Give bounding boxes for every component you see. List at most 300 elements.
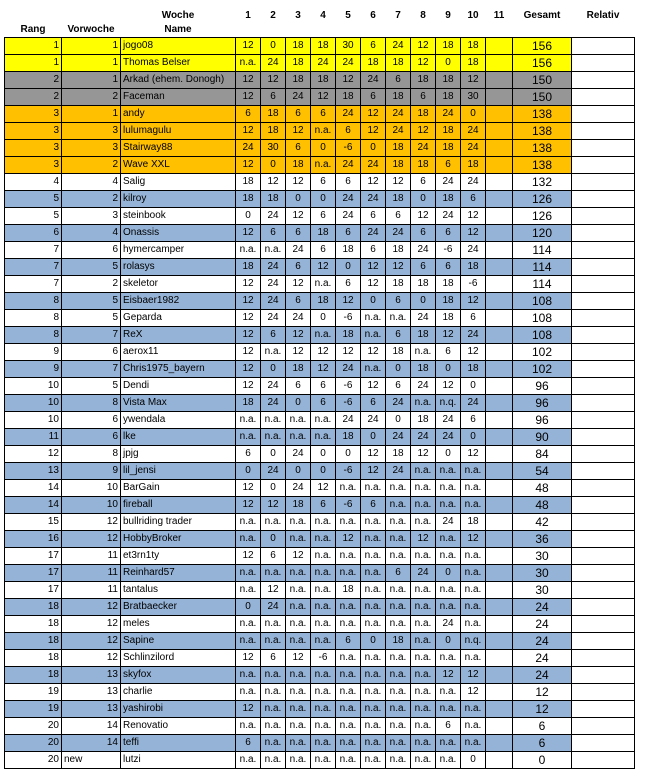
week-11-cell [486, 752, 513, 769]
vorwoche-cell: 14 [62, 735, 121, 752]
week-8-cell: 12 [411, 55, 436, 72]
week-3-cell: 18 [286, 72, 311, 89]
week-11-cell [486, 463, 513, 480]
week-9-cell: 0 [436, 633, 461, 650]
week-9-cell: 24 [436, 106, 461, 123]
week-4-cell: 12 [311, 361, 336, 378]
week-1-cell: 6 [236, 446, 261, 463]
week-7-cell: 6 [386, 293, 411, 310]
week-8-cell: n.a. [411, 735, 436, 752]
rang-cell: 20 [5, 718, 62, 735]
week-5-cell: n.a. [336, 701, 361, 718]
table-row [5, 701, 635, 718]
vorwoche-cell: 12 [62, 650, 121, 667]
week-7-cell: 24 [386, 429, 411, 446]
vorwoche-cell: 2 [62, 191, 121, 208]
week-7-cell: 18 [386, 344, 411, 361]
week-4-cell: n.a. [311, 599, 336, 616]
week-11-cell [486, 548, 513, 565]
vorwoche-cell: 5 [62, 259, 121, 276]
week-5-cell: 6 [336, 123, 361, 140]
week-7-cell: 6 [386, 378, 411, 395]
rang-cell: 3 [5, 123, 62, 140]
week-7-cell: 12 [386, 259, 411, 276]
week-6-cell: n.a. [361, 616, 386, 633]
name-cell: lke [121, 429, 236, 446]
week-2-cell: 24 [261, 395, 286, 412]
week-9-cell: n.a. [436, 599, 461, 616]
week-9-cell: 12 [436, 327, 461, 344]
header-week-7: 7 [386, 9, 411, 23]
relativ-cell [572, 242, 635, 259]
week-5-cell: 24 [336, 55, 361, 72]
week-8-cell: 24 [411, 378, 436, 395]
week-11-cell [486, 497, 513, 514]
table-row [5, 89, 635, 106]
relativ-cell [572, 412, 635, 429]
gesamt-cell: 150 [513, 72, 572, 89]
week-2-cell: n.a. [261, 701, 286, 718]
week-6-cell: 12 [361, 344, 386, 361]
week-8-cell: n.a. [411, 684, 436, 701]
name-cell: Stairway88 [121, 140, 236, 157]
vorwoche-cell: 7 [62, 327, 121, 344]
name-cell: Bratbaecker [121, 599, 236, 616]
gesamt-cell: 138 [513, 140, 572, 157]
rang-cell: 3 [5, 106, 62, 123]
week-3-cell: 12 [286, 344, 311, 361]
week-4-cell: n.a. [311, 429, 336, 446]
week-6-cell: n.a. [361, 548, 386, 565]
week-3-cell: 12 [286, 123, 311, 140]
week-5-cell: 6 [336, 633, 361, 650]
rang-cell: 5 [5, 191, 62, 208]
week-5-cell: -6 [336, 395, 361, 412]
week-11-cell [486, 191, 513, 208]
week-2-cell: 24 [261, 208, 286, 225]
table-row [5, 599, 635, 616]
gesamt-cell: 24 [513, 616, 572, 633]
week-3-cell: 6 [286, 225, 311, 242]
relativ-cell [572, 701, 635, 718]
week-4-cell: n.a. [311, 684, 336, 701]
table-row [5, 310, 635, 327]
week-7-cell: n.a. [386, 310, 411, 327]
week-8-cell: 24 [411, 565, 436, 582]
week-2-cell: 24 [261, 55, 286, 72]
relativ-cell [572, 55, 635, 72]
week-10-cell: 12 [461, 293, 486, 310]
week-8-cell: n.a. [411, 582, 436, 599]
name-cell: HobbyBroker [121, 531, 236, 548]
table-row [5, 140, 635, 157]
week-10-cell: n.a. [461, 565, 486, 582]
table-row [5, 497, 635, 514]
name-cell: jogo08 [121, 38, 236, 55]
name-cell: bullriding trader [121, 514, 236, 531]
week-11-cell [486, 684, 513, 701]
vorwoche-cell: 1 [62, 38, 121, 55]
week-11-cell [486, 225, 513, 242]
week-10-cell: n.a. [461, 599, 486, 616]
week-5-cell: 12 [336, 72, 361, 89]
week-6-cell: 6 [361, 497, 386, 514]
vorwoche-cell: 13 [62, 667, 121, 684]
week-7-cell: 6 [386, 72, 411, 89]
name-cell: lulumagulu [121, 123, 236, 140]
table-row [5, 208, 635, 225]
week-1-cell: 12 [236, 89, 261, 106]
week-4-cell: n.a. [311, 565, 336, 582]
header-name: Name [121, 23, 236, 38]
name-cell: rolasys [121, 259, 236, 276]
week-9-cell: 24 [436, 208, 461, 225]
name-cell: Salig [121, 174, 236, 191]
week-5-cell: 24 [336, 208, 361, 225]
week-6-cell: n.a. [361, 327, 386, 344]
week-6-cell: 12 [361, 446, 386, 463]
week-3-cell: 0 [286, 463, 311, 480]
week-6-cell: 6 [361, 208, 386, 225]
vorwoche-cell: 9 [62, 463, 121, 480]
vorwoche-cell: 13 [62, 701, 121, 718]
week-1-cell: 12 [236, 123, 261, 140]
week-5-cell: 6 [336, 276, 361, 293]
week-3-cell: n.a. [286, 718, 311, 735]
week-6-cell: n.a. [361, 514, 386, 531]
table-row [5, 412, 635, 429]
vorwoche-cell: 1 [62, 55, 121, 72]
week-2-cell: n.a. [261, 735, 286, 752]
table-row [5, 259, 635, 276]
gesamt-cell: 156 [513, 38, 572, 55]
week-3-cell: n.a. [286, 514, 311, 531]
vorwoche-cell: 10 [62, 497, 121, 514]
week-4-cell: n.a. [311, 582, 336, 599]
header-week-8: 8 [411, 9, 436, 23]
week-5-cell: n.a. [336, 684, 361, 701]
week-2-cell: n.a. [261, 667, 286, 684]
rang-cell: 9 [5, 344, 62, 361]
table-row [5, 157, 635, 174]
week-8-cell: 18 [411, 157, 436, 174]
gesamt-cell: 90 [513, 429, 572, 446]
header-blank [5, 9, 62, 23]
gesamt-cell: 96 [513, 378, 572, 395]
week-2-cell: n.a. [261, 718, 286, 735]
week-10-cell: 12 [461, 667, 486, 684]
week-3-cell: 0 [286, 191, 311, 208]
week-8-cell: 12 [411, 38, 436, 55]
week-9-cell: 0 [436, 361, 461, 378]
week-3-cell: 18 [286, 497, 311, 514]
week-9-cell: -6 [436, 242, 461, 259]
week-8-cell: 0 [411, 191, 436, 208]
table-row [5, 650, 635, 667]
week-2-cell: 12 [261, 497, 286, 514]
table-row [5, 361, 635, 378]
week-7-cell: n.a. [386, 582, 411, 599]
relativ-cell [572, 174, 635, 191]
vorwoche-cell: 3 [62, 123, 121, 140]
week-6-cell: n.a. [361, 667, 386, 684]
relativ-cell [572, 276, 635, 293]
week-2-cell: 24 [261, 599, 286, 616]
gesamt-cell: 138 [513, 106, 572, 123]
gesamt-cell: 126 [513, 208, 572, 225]
week-1-cell: 24 [236, 140, 261, 157]
relativ-cell [572, 293, 635, 310]
week-7-cell: 0 [386, 361, 411, 378]
week-8-cell: 12 [411, 531, 436, 548]
week-7-cell: n.a. [386, 514, 411, 531]
week-11-cell [486, 361, 513, 378]
week-1-cell: 12 [236, 361, 261, 378]
week-6-cell: n.a. [361, 310, 386, 327]
week-9-cell: n.a. [436, 752, 461, 769]
week-7-cell: 18 [386, 633, 411, 650]
week-5-cell: -6 [336, 463, 361, 480]
week-11-cell [486, 327, 513, 344]
relativ-cell [572, 208, 635, 225]
week-1-cell: 12 [236, 378, 261, 395]
week-9-cell: n.a. [436, 531, 461, 548]
vorwoche-cell: 2 [62, 276, 121, 293]
week-8-cell: 24 [411, 310, 436, 327]
table-row [5, 38, 635, 55]
name-cell: Geparda [121, 310, 236, 327]
vorwoche-cell: 1 [62, 72, 121, 89]
week-2-cell: 0 [261, 157, 286, 174]
week-10-cell: -6 [461, 276, 486, 293]
table-row [5, 718, 635, 735]
week-11-cell [486, 72, 513, 89]
week-1-cell: n.a. [236, 633, 261, 650]
week-2-cell: 24 [261, 259, 286, 276]
week-1-cell: n.a. [236, 582, 261, 599]
rang-cell: 19 [5, 684, 62, 701]
week-6-cell: n.a. [361, 599, 386, 616]
week-10-cell: 18 [461, 514, 486, 531]
rang-cell: 13 [5, 463, 62, 480]
gesamt-cell: 102 [513, 344, 572, 361]
week-9-cell: 24 [436, 429, 461, 446]
week-5-cell: n.a. [336, 616, 361, 633]
week-5-cell: 24 [336, 106, 361, 123]
table-row [5, 174, 635, 191]
week-1-cell: n.a. [236, 242, 261, 259]
gesamt-cell: 108 [513, 327, 572, 344]
vorwoche-cell: 12 [62, 633, 121, 650]
table-row [5, 55, 635, 72]
week-6-cell: n.a. [361, 735, 386, 752]
week-3-cell: 6 [286, 106, 311, 123]
name-cell: Arkad (ehem. Donogh) [121, 72, 236, 89]
vorwoche-cell: 4 [62, 174, 121, 191]
relativ-cell [572, 514, 635, 531]
name-cell: Reinhard57 [121, 565, 236, 582]
week-10-cell: 24 [461, 242, 486, 259]
week-6-cell: 24 [361, 72, 386, 89]
relativ-cell [572, 89, 635, 106]
week-2-cell: 6 [261, 327, 286, 344]
week-1-cell: 0 [236, 463, 261, 480]
week-11-cell [486, 735, 513, 752]
week-3-cell: 24 [286, 89, 311, 106]
rang-cell: 17 [5, 565, 62, 582]
name-cell: lutzi [121, 752, 236, 769]
week-3-cell: 24 [286, 446, 311, 463]
week-3-cell: 18 [286, 361, 311, 378]
week-7-cell: 18 [386, 55, 411, 72]
week-5-cell: -6 [336, 310, 361, 327]
gesamt-cell: 30 [513, 565, 572, 582]
week-10-cell: n.a. [461, 718, 486, 735]
week-2-cell: 0 [261, 38, 286, 55]
week-6-cell: 12 [361, 174, 386, 191]
table-row [5, 463, 635, 480]
week-11-cell [486, 140, 513, 157]
relativ-cell [572, 735, 635, 752]
week-11-cell [486, 701, 513, 718]
week-1-cell: 12 [236, 225, 261, 242]
gesamt-cell: 48 [513, 497, 572, 514]
week-3-cell: n.a. [286, 582, 311, 599]
gesamt-cell: 0 [513, 752, 572, 769]
week-2-cell: n.a. [261, 412, 286, 429]
week-6-cell: 24 [361, 191, 386, 208]
week-11-cell [486, 123, 513, 140]
week-4-cell: -6 [311, 650, 336, 667]
week-7-cell: n.a. [386, 684, 411, 701]
week-8-cell: 24 [411, 242, 436, 259]
week-11-cell [486, 55, 513, 72]
week-4-cell: n.a. [311, 123, 336, 140]
name-cell: Vista Max [121, 395, 236, 412]
week-5-cell: 12 [336, 344, 361, 361]
week-6-cell: 0 [361, 633, 386, 650]
table-row [5, 480, 635, 497]
name-cell: teffi [121, 735, 236, 752]
week-8-cell: 18 [411, 106, 436, 123]
relativ-cell [572, 650, 635, 667]
week-8-cell: n.a. [411, 718, 436, 735]
relativ-cell [572, 480, 635, 497]
week-2-cell: 6 [261, 650, 286, 667]
week-4-cell: 6 [311, 174, 336, 191]
rang-cell: 16 [5, 531, 62, 548]
rang-cell: 17 [5, 582, 62, 599]
table-row [5, 225, 635, 242]
week-3-cell: n.a. [286, 752, 311, 769]
week-3-cell: 12 [286, 650, 311, 667]
relativ-cell [572, 497, 635, 514]
week-7-cell: 24 [386, 123, 411, 140]
vorwoche-cell: 5 [62, 378, 121, 395]
week-2-cell: n.a. [261, 684, 286, 701]
week-1-cell: 18 [236, 174, 261, 191]
week-9-cell: n.a. [436, 463, 461, 480]
week-3-cell: 12 [286, 174, 311, 191]
table-row [5, 582, 635, 599]
week-11-cell [486, 208, 513, 225]
week-10-cell: n.a. [461, 582, 486, 599]
week-5-cell: 18 [336, 327, 361, 344]
gesamt-cell: 36 [513, 531, 572, 548]
week-2-cell: 0 [261, 446, 286, 463]
week-1-cell: 12 [236, 327, 261, 344]
week-8-cell: n.a. [411, 633, 436, 650]
week-5-cell: 6 [336, 225, 361, 242]
week-8-cell: 6 [411, 89, 436, 106]
week-6-cell: 0 [361, 140, 386, 157]
gesamt-cell: 108 [513, 310, 572, 327]
rang-cell: 7 [5, 259, 62, 276]
week-2-cell: 24 [261, 378, 286, 395]
week-3-cell: n.a. [286, 412, 311, 429]
name-cell: aerox11 [121, 344, 236, 361]
rang-cell: 3 [5, 140, 62, 157]
week-10-cell: 18 [461, 55, 486, 72]
gesamt-cell: 114 [513, 242, 572, 259]
relativ-cell [572, 752, 635, 769]
gesamt-cell: 96 [513, 395, 572, 412]
vorwoche-cell: 14 [62, 718, 121, 735]
week-9-cell: 18 [436, 72, 461, 89]
week-3-cell: n.a. [286, 633, 311, 650]
week-6-cell: 6 [361, 242, 386, 259]
table-row [5, 395, 635, 412]
gesamt-cell: 84 [513, 446, 572, 463]
week-5-cell: 18 [336, 429, 361, 446]
week-9-cell: 18 [436, 89, 461, 106]
header-gesamt: Gesamt [513, 9, 572, 23]
table-row [5, 735, 635, 752]
week-9-cell: 0 [436, 565, 461, 582]
week-11-cell [486, 310, 513, 327]
week-1-cell: 12 [236, 276, 261, 293]
week-1-cell: 6 [236, 735, 261, 752]
week-8-cell: 6 [411, 225, 436, 242]
gesamt-cell: 132 [513, 174, 572, 191]
week-7-cell: n.a. [386, 718, 411, 735]
week-9-cell: 24 [436, 514, 461, 531]
rang-cell: 11 [5, 429, 62, 446]
header-blank [62, 9, 121, 23]
week-3-cell: n.a. [286, 701, 311, 718]
week-7-cell: 18 [386, 157, 411, 174]
header-week-10: 10 [461, 9, 486, 23]
week-5-cell: -6 [336, 378, 361, 395]
week-2-cell: n.a. [261, 344, 286, 361]
week-8-cell: n.a. [411, 395, 436, 412]
week-7-cell: n.a. [386, 531, 411, 548]
gesamt-cell: 156 [513, 55, 572, 72]
week-1-cell: 6 [236, 106, 261, 123]
week-8-cell: n.a. [411, 599, 436, 616]
week-4-cell: n.a. [311, 701, 336, 718]
vorwoche-cell: 6 [62, 429, 121, 446]
rang-cell: 2 [5, 72, 62, 89]
rang-cell: 9 [5, 361, 62, 378]
week-2-cell: 0 [261, 480, 286, 497]
week-5-cell: n.a. [336, 480, 361, 497]
week-7-cell: 24 [386, 225, 411, 242]
week-9-cell: n.q. [436, 395, 461, 412]
standings-body [5, 38, 635, 769]
week-9-cell: 0 [436, 55, 461, 72]
week-2-cell: 24 [261, 293, 286, 310]
